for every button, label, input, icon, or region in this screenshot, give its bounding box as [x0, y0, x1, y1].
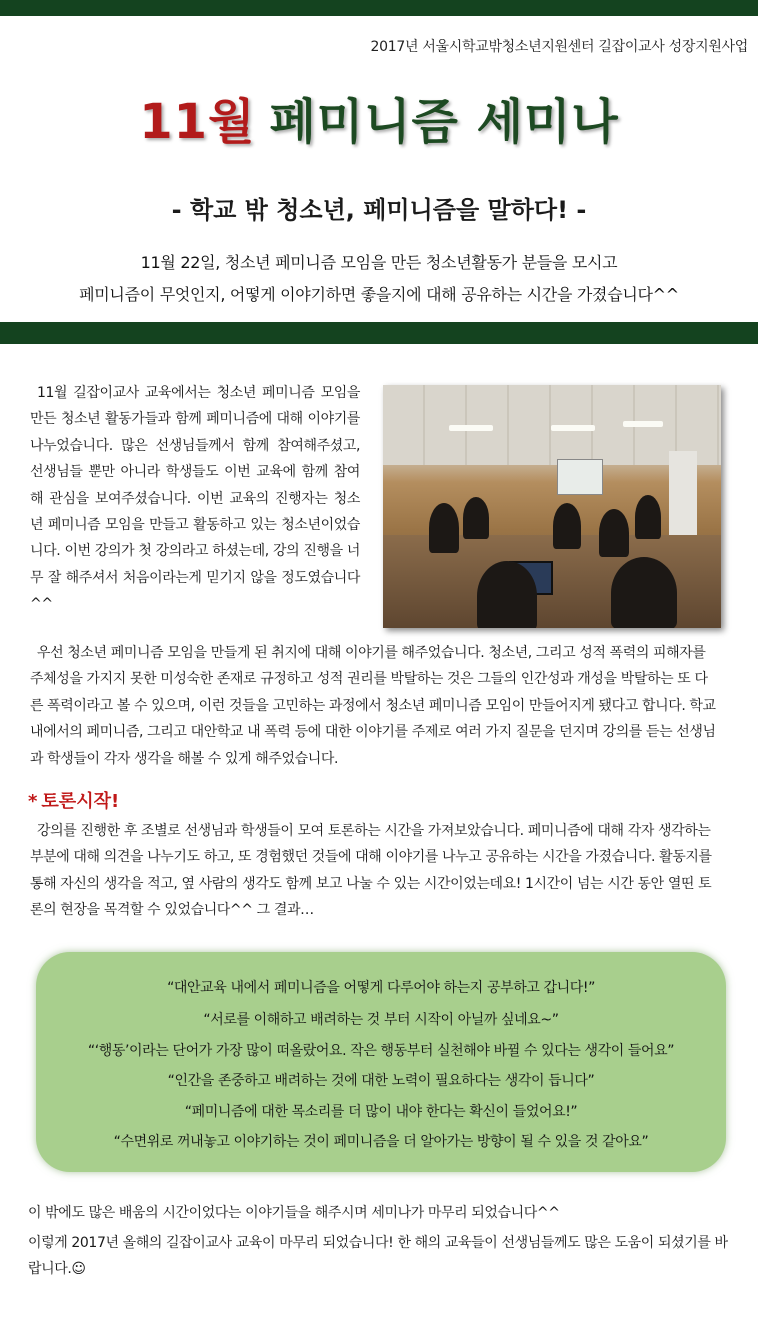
top-banner-bar: [0, 0, 758, 16]
section-divider-bar: [0, 322, 758, 344]
photo-person: [553, 503, 581, 549]
article-paragraph-2: 우선 청소년 페미니즘 모임을 만들게 된 취지에 대해 이야기를 해주었습니다. 청소년, 그리고 성적 폭력의 피해자를 주체성을 가지지 못한 미성숙한 존재로 규정하고 성적 권리를 박탈하는 것은 그들의 인간성과 개성을 박탈하는 또 다른 폭력이라고 볼 수 있으며, 이런 것들을 고민하는 과정에서 청소년 페미니즘 모임이 만들어지게 됐다고 합니다. 학교 내에서의 페미니즘, 그리고 대안학교 내 폭력 등에 대한 이야기를 주제로 여러 가지 질문을 던지며 강의를 듣는 선생님과 학생들이 각자 생각을 해볼 수 있게 해주었습니다.: [30, 645, 716, 767]
organization-line: 2017년 서울시학교밖청소년지원센터 길잡이교사 성장지원사업: [370, 39, 748, 55]
photo-person: [635, 495, 661, 539]
quote-item: “수면위로 꺼내놓고 이야기하는 것이 페미니즘을 더 알아가는 방향이 될 수 있을 것 같아요”: [113, 1134, 649, 1150]
title-month: 11월: [139, 94, 256, 150]
quote-item: “대안교육 내에서 페미니즘을 어떻게 다루어야 하는지 공부하고 갑니다!”: [167, 980, 595, 996]
discussion-section-heading: [28, 787, 119, 813]
quote-item: “‘행동’이라는 단어가 가장 많이 떠올랐어요. 작은 행동부터 실천해야 바뀔 수 있다는 생각이 들어요”: [87, 1043, 675, 1059]
quote-item: “인간을 존중하고 배려하는 것에 대한 노력이 필요하다는 생각이 듭니다”: [167, 1073, 595, 1089]
page-subtitle: - 학교 밖 청소년, 페미니즘을 말하다! -: [171, 196, 587, 224]
title-rest: 페미니즘 세미나: [269, 94, 619, 150]
article-paragraph-1: 11월 길잡이교사 교육에서는 청소년 페미니즘 모임을 만든 청소년 활동가들과 함께 페미니즘에 대해 이야기를 나누었습니다. 많은 선생님들께서 함께 참여해주셨고, 선생님들 뿐만 아니라 학생들도 이번 교육에 함께 참여해 관심을 보여주셨습니다. 이번 교육의 진행자는 청소년 페미니즘 모임을 만들고 활동하고 있는 청소년이었습니다. 이번 강의가 첫 강의라고 하셨는데, 강의 진행을 너무 잘 해주셔서 처음이라는게 믿기지 않을 정도였습니다^^: [30, 385, 360, 613]
photo-person: [611, 557, 677, 628]
quote-item: “페미니즘에 대한 목소리를 더 많이 내야 한다는 확신이 들었어요!”: [184, 1104, 578, 1120]
section-star: *: [28, 791, 38, 812]
closing-line-1: 이 밖에도 많은 배움의 시간이었다는 이야기들을 해주시며 세미나가 마무리 되었습니다^^: [28, 1205, 560, 1221]
intro-line-1: 11월 22일, 청소년 페미니즘 모임을 만든 청소년활동가 분들을 모시고: [140, 253, 618, 272]
seminar-photo: [383, 385, 721, 628]
quote-item: “서로를 이해하고 배려하는 것 부터 시작이 아닐까 싶네요~”: [203, 1012, 559, 1028]
section-label: 토론시작!: [41, 791, 120, 812]
photo-person: [599, 509, 629, 557]
closing-line-2: 이렇게 2017년 올해의 길잡이교사 교육이 마무리 되었습니다! 한 해의 교육들이 선생님들께도 많은 도움이 되셨기를 바랍니다.☺: [28, 1235, 728, 1278]
photo-person: [463, 497, 489, 539]
page-title: [0, 92, 758, 152]
photo-door: [669, 451, 697, 547]
photo-ceiling-light: [551, 425, 595, 431]
photo-person: [477, 561, 537, 628]
photo-projector-screen: [557, 459, 603, 495]
quotes-box: [36, 952, 726, 1172]
intro-line-2: 페미니즘이 무엇인지, 어떻게 이야기하면 좋을지에 대해 공유하는 시간을 가졌습니다^^: [79, 285, 679, 304]
photo-ceiling-light: [623, 421, 663, 427]
photo-ceiling-light: [449, 425, 493, 431]
photo-person: [429, 503, 459, 553]
article-paragraph-3: 강의를 진행한 후 조별로 선생님과 학생들이 모여 토론하는 시간을 가져보았습니다. 페미니즘에 대해 각자 생각하는 부분에 대해 의견을 나누기도 하고, 또 경험했던 것들에 대해 이야기를 나누고 공유하는 시간을 가졌습니다. 활동지를 통해 자신의 생각을 적고, 옆 사람의 생각도 함께 보고 나눌 수 있는 시간이었는데요! 1시간이 넘는 시간 동안 열띤 토론의 현장을 목격할 수 있었습니다^^ 그 결과…: [30, 823, 712, 919]
